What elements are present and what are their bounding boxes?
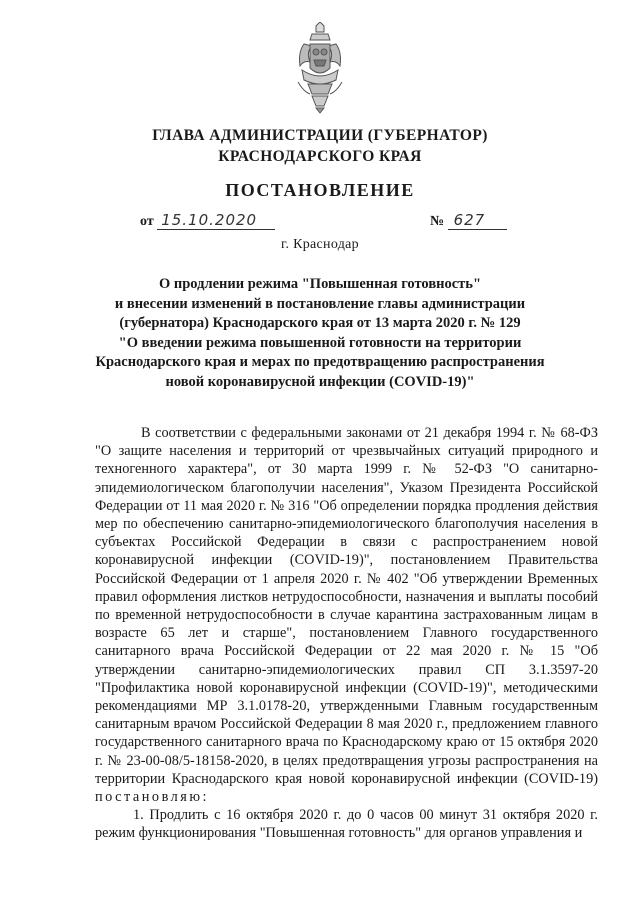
title-line: новой коронавирусной инфекции (COVID-19)" [165,373,475,390]
coat-of-arms-emblem [294,22,346,114]
city-line: г. Краснодар [281,237,359,252]
handwritten-number: 627 [448,211,508,230]
number-field [430,211,507,230]
authority-line-1: ГЛАВА АДМИНИСТРАЦИИ (ГУБЕРНАТОР) [152,127,488,144]
resolution-word: постановляю: [95,789,209,806]
date-field [140,211,275,230]
title-line: О продлении режима "Повышенная готовность" [158,276,482,292]
authority-line-2: КРАСНОДАРСКОГО КРАЯ [218,148,422,165]
title-line: Краснодарского края и мерах по предотвращению распространения [95,354,545,370]
document-type-heading: ПОСТАНОВЛЕНИЕ [225,180,415,200]
title-line: "О введении режима повышенной готовности на территории [118,334,522,351]
body-paragraph: 1. Продлить с 16 октября 2020 г. до 0 часов 00 минут 31 октября 2020 г. режим функционирования "Повышенная готовность" для органов управления и [95,807,598,842]
handwritten-date: 15.10.2020 [157,211,275,230]
document-title [80,275,560,392]
number-prefix: № [430,214,445,229]
title-line: и внесении изменений в постановление главы администрации [114,295,526,312]
document-body [95,424,598,843]
date-prefix: от [140,214,154,229]
paragraph-text: В соответствии с федеральными законами от 21 декабря 1994 г. № 68-ФЗ "О защите населения и территорий от чрезвычайных ситуаций природного и техногенного характера", от 30 марта 1999 г. № 52-ФЗ "О санитарно-эпидемиологическом благополучии населения", Указом Президента Российской Федерации от 11 мая 2020 г. № 316 "Об определении порядка продления действия мер по обеспечению санитарно-эпидемиологического благополучия населения в субъектах Российской Федерации в связи с распространением новой коронавирусной инфекции (COVID-19)", постановлением Правительства Российской Федерации от 1 апреля 2020 г. № 402 "Об утверждении Временных правил оформления листков нетрудоспособности, назначения и выплаты пособий по временной нетрудоспособности в случае карантина застрахованным лицам в возрасте 65 лет и старше", постановлением Главного государственного санитарного врача Российской Федерации от 22 мая 2020 г. № 15 "Об утверждении санитарно-эпидемиологических правил СП 3.1.3597-20 "Профилактика новой коронавирусной инфекции (COVID-19)", методическими рекомендациями МР 3.1.0178-20, утвержденными Главным государственным санитарным врачом Российской Федерации 8 мая 2020 г., предложением главного государственного санитарного врача по Краснодарскому краю от 15 октября 2020 г. № 23-00-08/5-18158-2020, в целях предотвращения угрозы распространения на территории Краснодарского края новой коронавирусной инфекции (COVID-19) [95,425,598,787]
body-paragraph [95,424,598,806]
title-line: (губернатора) Краснодарского края от 13 марта 2020 г. № 129 [119,315,521,331]
